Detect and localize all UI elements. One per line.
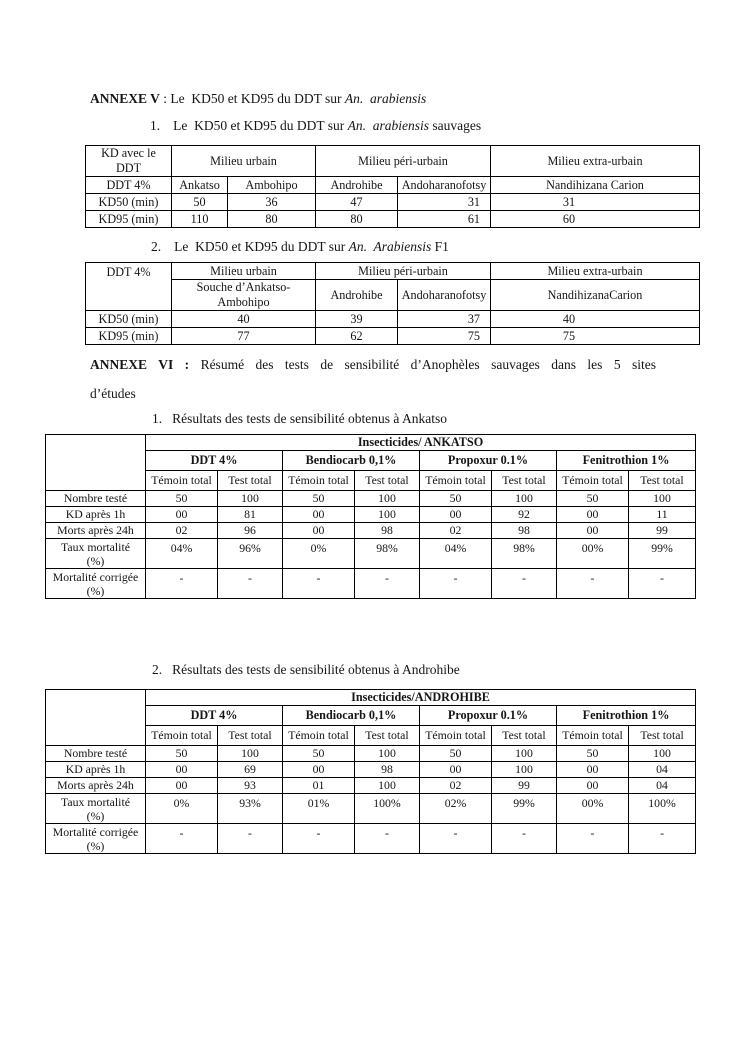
data-cell: - (283, 824, 355, 854)
item-number: 1. (152, 411, 163, 426)
row-label: Nombre testé (46, 491, 146, 507)
data-cell: 02 (420, 523, 492, 539)
row-label-line2: (%) (86, 583, 105, 598)
subheader-cell: Témoin total (146, 726, 218, 746)
table-row (46, 569, 696, 599)
data-cell: 40 (491, 311, 700, 328)
annexe-vi-item-2 (152, 661, 460, 678)
data-cell: 04% (146, 539, 218, 569)
data-cell: - (355, 824, 420, 854)
data-cell: 100% (629, 794, 696, 824)
data-cell: 50 (283, 746, 355, 762)
data-cell: 00% (557, 539, 629, 569)
data-cell: 00 (283, 762, 355, 778)
data-cell: 100 (218, 746, 283, 762)
data-cell: 50 (172, 194, 228, 211)
data-cell: 61 (398, 211, 491, 228)
data-cell: - (283, 569, 355, 599)
data-cell: 00 (283, 507, 355, 523)
table-row (46, 778, 696, 794)
table-title: Insecticides/ANDROHIBE (146, 690, 696, 706)
header-cell: Souche d’Ankatso-Ambohipo (172, 280, 316, 311)
annexe-v-species: An. arabiensis (344, 91, 427, 106)
data-cell: 80 (316, 211, 398, 228)
data-cell: 100 (355, 778, 420, 794)
row-label: Nombre testé (46, 746, 146, 762)
data-cell: - (146, 824, 218, 854)
data-cell: 81 (218, 507, 283, 523)
data-cell: - (146, 569, 218, 599)
header-cell: Andoharanofotsy (398, 177, 491, 194)
row-label: Morts après 24h (46, 523, 146, 539)
data-cell: - (629, 824, 696, 854)
data-cell: 92 (492, 507, 557, 523)
subheader-cell: Témoin total (283, 726, 355, 746)
data-cell: 00 (420, 507, 492, 523)
insecticide-header: Fenitrothion 1% (557, 706, 696, 726)
item-number: 2. (152, 662, 163, 677)
data-cell: 00 (420, 762, 492, 778)
subheader-cell: Test total (218, 726, 283, 746)
table-row (46, 507, 696, 523)
item-number: 1. (150, 118, 161, 133)
data-cell: 100 (492, 746, 557, 762)
kd-table-f1 (85, 262, 700, 345)
row-label-line2: (%) (86, 808, 105, 823)
item-text: Résultats des tests de sensibilité obtenus à Androhibe (172, 662, 460, 677)
data-cell: 98 (355, 762, 420, 778)
header-cell: Nandihizana Carion (491, 177, 700, 194)
subheader-cell: Témoin total (146, 471, 218, 491)
insecticide-header: Propoxur 0.1% (420, 451, 557, 471)
annexe-vi-heading (90, 356, 656, 402)
item-text: Résultats des tests de sensibilité obtenus à Ankatso (172, 411, 447, 426)
table-row (86, 194, 700, 211)
item-suffix: F1 (431, 239, 449, 254)
subheader-cell: Test total (629, 726, 696, 746)
table-row (46, 491, 696, 507)
insecticide-header: Bendiocarb 0,1% (283, 706, 420, 726)
item-number: 2. (151, 239, 162, 254)
data-cell: 00 (146, 762, 218, 778)
data-cell: 50 (420, 746, 492, 762)
header-cell: Milieu extra-urbain (491, 263, 700, 280)
header-cell: Andoharanofotsy (398, 280, 491, 311)
empty-corner-cell (46, 435, 146, 491)
table-row (46, 523, 696, 539)
table-row (46, 794, 696, 824)
header-cell: KD avec le DDT (86, 146, 172, 177)
header-cell: DDT 4% (86, 177, 172, 194)
header-cell: Milieu urbain (172, 146, 316, 177)
data-cell: - (492, 824, 557, 854)
data-cell: 98 (492, 523, 557, 539)
table-row (46, 746, 696, 762)
row-label (46, 794, 146, 824)
header-cell: Ankatso (172, 177, 228, 194)
data-cell: 99 (629, 523, 696, 539)
empty-corner-cell (46, 690, 146, 746)
data-cell: 93% (218, 794, 283, 824)
row-label: KD95 (min) (86, 211, 172, 228)
data-cell: 37 (398, 311, 491, 328)
data-cell: 0% (283, 539, 355, 569)
insecticide-header: Fenitrothion 1% (557, 451, 696, 471)
data-cell: 50 (146, 491, 218, 507)
table-row (46, 435, 696, 451)
annexe-vi-item-1 (152, 410, 447, 427)
row-label-line2: (%) (86, 553, 105, 568)
data-cell: 80 (228, 211, 316, 228)
data-cell: 02 (420, 778, 492, 794)
data-cell: 36 (228, 194, 316, 211)
insecticide-header: Bendiocarb 0,1% (283, 451, 420, 471)
data-cell: 98% (492, 539, 557, 569)
data-cell: 100% (355, 794, 420, 824)
annexe-v-title-text: Le KD50 et KD95 du DDT sur (170, 91, 345, 106)
data-cell: - (420, 824, 492, 854)
data-cell: 98% (355, 539, 420, 569)
data-cell: 100 (355, 746, 420, 762)
item-species: An. arabiensis (347, 118, 429, 133)
data-cell: 50 (420, 491, 492, 507)
data-cell: 100 (629, 746, 696, 762)
header-cell: NandihizanaCarion (491, 280, 700, 311)
item-text: Le KD50 et KD95 du DDT sur (173, 118, 348, 133)
row-label: KD50 (min) (86, 311, 172, 328)
table-row (86, 177, 700, 194)
data-cell: - (420, 569, 492, 599)
data-cell: 100 (355, 491, 420, 507)
data-cell: - (355, 569, 420, 599)
data-cell: 01% (283, 794, 355, 824)
data-cell: 75 (491, 328, 700, 345)
annexe-v-separator: : (159, 91, 171, 106)
data-cell: 39 (316, 311, 398, 328)
data-cell: 00 (557, 523, 629, 539)
data-cell: 00 (146, 778, 218, 794)
data-cell: 62 (316, 328, 398, 345)
data-cell: 0% (146, 794, 218, 824)
data-cell: 100 (629, 491, 696, 507)
data-cell: 50 (557, 746, 629, 762)
data-cell: 01 (283, 778, 355, 794)
table-row (46, 824, 696, 854)
table-row (86, 280, 700, 311)
table-row (46, 539, 696, 569)
data-cell: 50 (283, 491, 355, 507)
row-label-line2: (%) (86, 838, 105, 853)
data-cell: 100 (492, 762, 557, 778)
table-row (86, 263, 700, 280)
annexe-v-heading (90, 90, 426, 107)
data-cell: 31 (398, 194, 491, 211)
data-cell: 99 (492, 778, 557, 794)
data-cell: 69 (218, 762, 283, 778)
table-row (86, 146, 700, 177)
annexe-vi-line2: d’études (90, 386, 136, 401)
row-label-line1: Mortalité corrigée (52, 569, 139, 584)
header-cell: Milieu péri-urbain (316, 146, 491, 177)
data-cell: - (218, 569, 283, 599)
subheader-cell: Test total (218, 471, 283, 491)
data-cell: 96% (218, 539, 283, 569)
data-cell: 60 (491, 211, 700, 228)
row-label: KD50 (min) (86, 194, 172, 211)
data-cell: 50 (146, 746, 218, 762)
data-cell: - (492, 569, 557, 599)
insecticide-header: DDT 4% (146, 706, 283, 726)
kd-table-sauvages (85, 145, 700, 228)
row-label-line1: Taux mortalité (61, 794, 130, 809)
subheader-cell: Test total (355, 726, 420, 746)
data-cell: 00% (557, 794, 629, 824)
row-label-line1: Mortalité corrigée (52, 824, 139, 839)
header-cell: Androhibe (316, 280, 398, 311)
row-label (46, 569, 146, 599)
data-cell: 75 (398, 328, 491, 345)
data-cell: 77 (172, 328, 316, 345)
data-cell: - (629, 569, 696, 599)
subheader-cell: Test total (629, 471, 696, 491)
data-cell: 99% (492, 794, 557, 824)
annexe-v-label: ANNEXE V (90, 91, 160, 106)
row-label-line1: Taux mortalité (61, 539, 130, 554)
item-text: Le KD50 et KD95 du DDT sur (174, 239, 349, 254)
data-cell: 00 (557, 778, 629, 794)
header-cell: Ambohipo (228, 177, 316, 194)
table-row (46, 690, 696, 706)
data-cell: 00 (557, 507, 629, 523)
item-species: An. Arabiensis (348, 239, 432, 254)
data-cell: 110 (172, 211, 228, 228)
data-cell: 00 (283, 523, 355, 539)
data-cell: 02% (420, 794, 492, 824)
data-cell: 04% (420, 539, 492, 569)
row-label: Morts après 24h (46, 778, 146, 794)
data-cell: 04 (629, 762, 696, 778)
data-cell: 99% (629, 539, 696, 569)
row-label: KD après 1h (46, 507, 146, 523)
row-label (46, 824, 146, 854)
table-row (86, 328, 700, 345)
annexe-v-item-1 (150, 117, 481, 134)
annexe-vi-title-text: Résumé des tests de sensibilité d’Anophèles sauvages dans les 5 sites (200, 357, 657, 372)
annexe-v-item-2 (151, 238, 449, 255)
data-cell: 04 (629, 778, 696, 794)
data-cell: 100 (218, 491, 283, 507)
data-cell: 31 (491, 194, 700, 211)
header-cell: Androhibe (316, 177, 398, 194)
data-cell: 40 (172, 311, 316, 328)
data-cell: - (557, 569, 629, 599)
item-suffix: sauvages (429, 118, 482, 133)
annexe-vi-line1 (90, 356, 656, 373)
header-cell: Milieu urbain (172, 263, 316, 280)
header-cell: DDT 4% (86, 263, 172, 311)
data-cell: 00 (557, 762, 629, 778)
data-cell: 96 (218, 523, 283, 539)
data-cell: 11 (629, 507, 696, 523)
subheader-cell: Témoin total (283, 471, 355, 491)
androhibe-results-table (45, 689, 696, 854)
row-label: KD95 (min) (86, 328, 172, 345)
subheader-cell: Témoin total (557, 726, 629, 746)
insecticide-header: DDT 4% (146, 451, 283, 471)
data-cell: - (557, 824, 629, 854)
table-title: Insecticides/ ANKATSO (146, 435, 696, 451)
annexe-vi-label: ANNEXE VI : (90, 357, 190, 372)
ankatso-results-table (45, 434, 696, 599)
data-cell: 02 (146, 523, 218, 539)
table-row (46, 762, 696, 778)
header-cell: Milieu péri-urbain (316, 263, 491, 280)
data-cell: 00 (146, 507, 218, 523)
data-cell: 98 (355, 523, 420, 539)
row-label: KD après 1h (46, 762, 146, 778)
data-cell: 100 (355, 507, 420, 523)
data-cell: 93 (218, 778, 283, 794)
table-row (86, 311, 700, 328)
subheader-cell: Test total (492, 471, 557, 491)
subheader-cell: Test total (355, 471, 420, 491)
data-cell: 100 (492, 491, 557, 507)
subheader-cell: Témoin total (420, 471, 492, 491)
subheader-cell: Témoin total (420, 726, 492, 746)
insecticide-header: Propoxur 0.1% (420, 706, 557, 726)
data-cell: 47 (316, 194, 398, 211)
subheader-cell: Test total (492, 726, 557, 746)
data-cell: - (218, 824, 283, 854)
row-label (46, 539, 146, 569)
data-cell: 50 (557, 491, 629, 507)
header-cell: Milieu extra-urbain (491, 146, 700, 177)
subheader-cell: Témoin total (557, 471, 629, 491)
table-row (86, 211, 700, 228)
